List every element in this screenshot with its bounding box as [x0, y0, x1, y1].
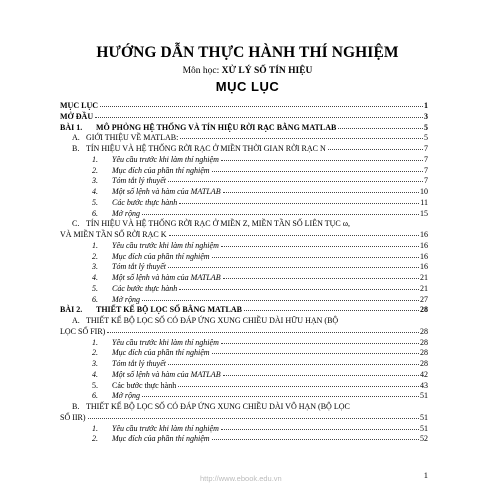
toc-entry-page: 51: [420, 412, 428, 422]
toc-entry-number: 6.: [92, 208, 98, 218]
toc-leader-dots: [107, 324, 419, 333]
toc-leader-dots: [88, 410, 419, 419]
footer-watermark: http://www.ebook.edu.vn: [200, 474, 282, 483]
toc-leader-dots: [142, 388, 419, 397]
document-title: HƯỚNG DẪN THỰC HÀNH THÍ NGHIỆM: [96, 44, 399, 61]
toc-entry-page: 21: [420, 273, 428, 282]
toc-entry-page: 43: [420, 380, 428, 390]
toc-entry-page: 51: [420, 423, 428, 433]
toc-entry-number: 2.: [92, 434, 98, 444]
toc-leader-dots: [328, 141, 423, 150]
toc-entry-page: 28: [420, 305, 428, 315]
toc-entry-number: 1.: [92, 423, 98, 433]
toc-entry-page: 28: [420, 337, 428, 347]
toc-entry-number: 6.: [92, 391, 98, 401]
toc-entry-title: MỞ ĐẦU: [60, 111, 94, 121]
toc-entry-page: 11: [420, 197, 428, 207]
toc-leader-dots: [221, 238, 419, 247]
toc-entry-page: 28: [420, 348, 428, 358]
toc-leader-dots: [168, 173, 423, 182]
toc-entry-title: Tóm tắt lý thuyết: [112, 262, 166, 272]
toc-entry-number: A.: [72, 316, 80, 325]
toc-entry[interactable]: [0, 208, 495, 219]
toc-entry-number: 5.: [92, 197, 98, 207]
toc-leader-dots: [221, 421, 419, 430]
toc-entry-number: BÀI 2.: [60, 305, 83, 315]
toc-entry-title: Các bước thực hành: [112, 197, 178, 207]
toc-entry-number: 2.: [92, 165, 98, 175]
toc-entry-title: THIẾT KẾ BỘ LỌC SỐ BẰNG MATLAB: [96, 305, 242, 315]
toc-entry[interactable]: [0, 304, 495, 315]
toc-entry-number: 3.: [92, 262, 98, 272]
toc-entry-number: 5.: [92, 380, 98, 390]
toc-leader-dots: [169, 227, 419, 236]
toc-entry-number: B.: [72, 402, 80, 411]
toc-leader-dots: [221, 335, 419, 344]
toc-entry-number: 3.: [92, 359, 98, 368]
toc-entry-title: Mục đích của phần thí nghiệm: [112, 348, 210, 358]
toc-entry-number: C.: [72, 219, 80, 229]
toc-entry-title: Yêu cầu trước khi làm thí nghiệm: [112, 240, 219, 250]
toc-entry-number: 4.: [92, 273, 98, 282]
toc-entry-number: 6.: [92, 294, 98, 304]
toc-entry-page: 51: [420, 391, 428, 401]
footer-page-number: 1: [423, 470, 428, 480]
subject-prefix: Môn học:: [182, 66, 222, 76]
toc-entry-title: LỌC SỐ FIR): [60, 326, 106, 336]
toc-entry-page: 52: [420, 434, 428, 444]
toc-entry-page: 27: [420, 294, 428, 304]
toc-entry-title: VÀ MIỀN TẦN SỐ RỜI RẠC K: [60, 230, 167, 239]
toc-entry-page: 28: [420, 359, 428, 368]
toc-leader-dots: [168, 356, 419, 365]
toc-entry-title: MỤC LỤC: [60, 101, 98, 110]
toc-entry-title: THIẾT KẾ BỘ LỌC SỐ CÓ ĐÁP ỨNG XUNG CHIỀU DÀI HỮU HẠN (BỘ: [86, 316, 339, 325]
toc-entry-page: 7: [424, 176, 428, 186]
toc-entry-title: Mở rộng: [112, 208, 141, 218]
toc-entry-page: 16: [420, 240, 428, 250]
toc-leader-dots: [244, 302, 419, 311]
toc-entry-page: 28: [420, 326, 428, 336]
toc-leader-dots: [179, 281, 419, 290]
toc-entry-title: Mục đích của phần thí nghiệm: [112, 434, 210, 444]
toc-leader-dots: [212, 249, 419, 258]
toc-entry-number: BÀI 1.: [60, 122, 83, 132]
toc-leader-dots: [223, 184, 419, 193]
toc-entry-number: 1.: [92, 154, 98, 164]
toc-entry-title: Yêu cầu trước khi làm thí nghiệm: [112, 154, 219, 164]
toc-leader-dots: [221, 152, 423, 161]
toc-entry-page: 7: [424, 165, 428, 175]
toc-entry-number: 2.: [92, 348, 98, 358]
toc-entry-number: 1.: [92, 240, 98, 250]
subject-name: XỬ LÝ SỐ TÍN HIỆU: [221, 66, 313, 76]
toc-entry-number: 4.: [92, 187, 98, 196]
toc-entry-number: 3.: [92, 176, 98, 186]
toc-leader-dots: [178, 378, 419, 387]
toc-leader-dots: [212, 163, 423, 172]
toc-entry-page: 16: [420, 251, 428, 261]
subject-line: [0, 66, 495, 76]
toc-entry-page: 42: [420, 369, 428, 379]
toc-entry-page: 7: [424, 154, 428, 164]
toc-entry-title: MÔ PHỎNG HỆ THỐNG VÀ TÍN HIỆU RỜI RẠC BẰNG MATLAB: [96, 122, 337, 132]
toc-entry-title: Mục đích của phần thí nghiệm: [112, 165, 210, 175]
toc-leader-dots: [223, 270, 419, 279]
toc-entry-title: Các bước thực hành: [112, 283, 178, 293]
toc-entry-title: Mở rộng: [112, 294, 141, 304]
toc-entry-title: TÍN HIỆU VÀ HỆ THỐNG RỜI RẠC Ở MIỀN THỜI GIAN RỜI RẠC N: [86, 144, 326, 153]
toc-leader-dots: [338, 120, 423, 129]
toc-entry-title: Tóm tắt lý thuyết: [112, 176, 166, 186]
toc-entry-number: B.: [72, 144, 80, 153]
toc-entry-title: Mục đích của phần thí nghiệm: [112, 251, 210, 261]
toc-entry-page: 3: [424, 111, 428, 121]
toc-leader-dots: [142, 206, 419, 215]
toc-entry-title: SỐ IIR): [60, 412, 86, 422]
toc-leader-dots: [223, 367, 419, 376]
toc-entry-page: 5: [424, 133, 428, 143]
toc-entry-number: 1.: [92, 337, 98, 347]
toc-entry-number: 5.: [92, 283, 98, 293]
toc-entry[interactable]: [0, 433, 495, 444]
toc-leader-dots: [180, 130, 423, 139]
toc-leader-dots: [142, 292, 419, 301]
toc-entry-number: A.: [72, 133, 80, 143]
toc-entry[interactable]: [0, 390, 495, 401]
toc-entry-page: 21: [420, 283, 428, 293]
toc-entry-page: 1: [424, 101, 428, 110]
toc-entry-title: Yêu cầu trước khi làm thí nghiệm: [112, 423, 219, 433]
toc-entry-number: 4.: [92, 369, 98, 379]
toc-entry-number: 2.: [92, 251, 98, 261]
toc-entry-title: Tóm tắt lý thuyết: [112, 359, 166, 368]
toc-heading: MỤC LỤC: [215, 79, 280, 94]
toc-entry-title: Một số lệnh và hàm của MATLAB: [112, 369, 221, 379]
toc-leader-dots: [212, 431, 419, 440]
toc-entry-title: Một số lệnh và hàm của MATLAB: [112, 273, 221, 282]
toc-entry-page: 16: [420, 262, 428, 272]
toc-leader-dots: [100, 98, 423, 107]
toc-entry-title: Mở rộng: [112, 391, 141, 401]
toc-entry-page: 10: [420, 187, 428, 196]
toc-leader-dots: [212, 345, 419, 354]
toc-entry-title: Yêu cầu trước khi làm thí nghiệm: [112, 337, 219, 347]
toc-leader-dots: [168, 259, 419, 268]
toc-entry-title: TÍN HIỆU VÀ HỆ THỐNG RỜI RẠC Ở MIỀN Z, MIỀN TẦN SỐ LIÊN TỤC ω,: [86, 219, 350, 229]
toc-leader-dots: [179, 195, 419, 204]
toc-entry-title: GIỚI THIỆU VỀ MATLAB:: [86, 133, 179, 143]
toc-entry-title: Một số lệnh và hàm của MATLAB: [112, 187, 221, 196]
toc-leader-dots: [95, 109, 423, 118]
toc-entry-page: 16: [420, 230, 428, 239]
toc-entry-title: Các bước thực hành: [112, 380, 177, 390]
toc-entry-title: THIẾT KẾ BỘ LỌC SỐ CÓ ĐÁP ỨNG XUNG CHIỀU DÀI VÔ HẠN (BỘ LỌC: [86, 402, 350, 411]
toc-entry-page: 15: [420, 208, 428, 218]
toc-entry-page: 7: [424, 144, 428, 153]
toc-entry-page: 5: [424, 122, 428, 132]
